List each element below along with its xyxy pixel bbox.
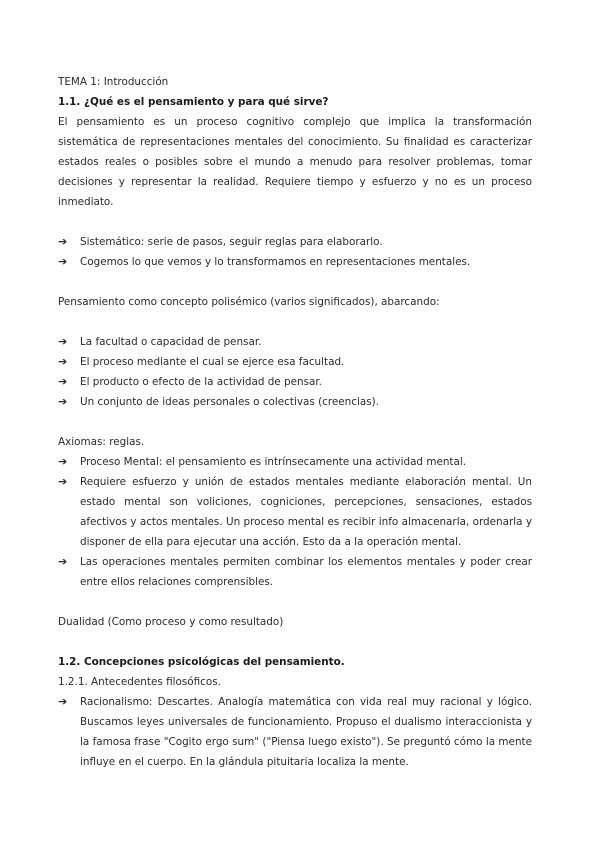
section-1-2-1-heading: 1.2.1. Antecedentes filosóficos. bbox=[58, 676, 221, 688]
dualidad-paragraph: Dualidad (Como proceso y como resultado) bbox=[58, 616, 284, 628]
list-item-text: Cogemos lo que vemos y lo transformamos en representaciones mentales. bbox=[80, 256, 471, 268]
list-item bbox=[58, 452, 532, 472]
list-item-text: Proceso Mental: el pensamiento es intrínsecamente una actividad mental. bbox=[80, 456, 467, 468]
arrow-bullet-icon: ➔ bbox=[58, 555, 68, 568]
bullet-list-antecedentes bbox=[58, 692, 532, 772]
arrow-bullet-icon: ➔ bbox=[58, 395, 68, 408]
list-item-text: La facultad o capacidad de pensar. bbox=[80, 336, 262, 348]
list-item bbox=[58, 232, 532, 252]
section-1-1-heading: 1.1. ¿Qué es el pensamiento y para qué sirve? bbox=[58, 96, 329, 108]
list-item bbox=[58, 392, 532, 412]
list-item bbox=[58, 352, 532, 372]
list-item-text: Requiere esfuerzo y unión de estados mentales mediante elaboración mental. Un estado mental son voliciones, cogniciones, percepciones, sensaciones, estados afectivos y actos mentales. Un proceso mental es recibir info almacenarla, ordenarla y disponer de ella para ejecutar una acción. Esto da a la operación mental. bbox=[80, 476, 532, 548]
bullet-list-sistematico bbox=[58, 232, 532, 272]
arrow-bullet-icon: ➔ bbox=[58, 695, 68, 708]
arrow-bullet-icon: ➔ bbox=[58, 235, 68, 248]
axiomas-paragraph: Axiomas: reglas. bbox=[58, 436, 145, 448]
arrow-bullet-icon: ➔ bbox=[58, 335, 68, 348]
arrow-bullet-icon: ➔ bbox=[58, 255, 68, 268]
list-item bbox=[58, 552, 532, 592]
list-item-text: El proceso mediante el cual se ejerce esa facultad. bbox=[80, 356, 345, 368]
list-item bbox=[58, 692, 532, 772]
list-item-text: Un conjunto de ideas personales o colectivas (creencias). bbox=[80, 396, 380, 408]
list-item-text: Racionalismo: Descartes. Analogía matemática con vida real muy racional y lógico. Buscamos leyes universales de funcionamiento. Propuso el dualismo interaccionista y la famosa frase "Cogito ergo sum" ("Piensa luego existo"). Se preguntó cómo la mente influye en el cuerpo. En la glándula pituitaria localiza la mente. bbox=[80, 696, 532, 768]
list-item-text: Las operaciones mentales permiten combinar los elementos mentales y poder crear entre ellos relaciones comprensibles. bbox=[80, 556, 532, 588]
list-item bbox=[58, 372, 532, 392]
bullet-list-axiomas bbox=[58, 452, 532, 592]
list-item bbox=[58, 472, 532, 552]
tema-title: TEMA 1: Introducción bbox=[58, 76, 169, 88]
section-1-1-paragraph: El pensamiento es un proceso cognitivo complejo que implica la transformación sistemática de representaciones mentales del conocimiento. Su finalidad es caracterizar estados reales o posibles sobre el mundo a menudo para resolver problemas, tomar decisiones y representar la realidad. Requiere tiempo y esfuerzo y no es un proceso inmediato. bbox=[58, 116, 532, 208]
list-item-text: Sistemático: serie de pasos, seguir reglas para elaborarlo. bbox=[80, 236, 383, 248]
polisemico-paragraph: Pensamiento como concepto polisémico (varios significados), abarcando: bbox=[58, 296, 440, 308]
document-content bbox=[58, 72, 532, 772]
list-item bbox=[58, 332, 532, 352]
list-item bbox=[58, 252, 532, 272]
arrow-bullet-icon: ➔ bbox=[58, 455, 68, 468]
arrow-bullet-icon: ➔ bbox=[58, 355, 68, 368]
arrow-bullet-icon: ➔ bbox=[58, 375, 68, 388]
list-item-text: El producto o efecto de la actividad de pensar. bbox=[80, 376, 322, 388]
arrow-bullet-icon: ➔ bbox=[58, 475, 68, 488]
section-1-2-heading: 1.2. Concepciones psicológicas del pensamiento. bbox=[58, 656, 345, 668]
bullet-list-polisemico bbox=[58, 332, 532, 412]
